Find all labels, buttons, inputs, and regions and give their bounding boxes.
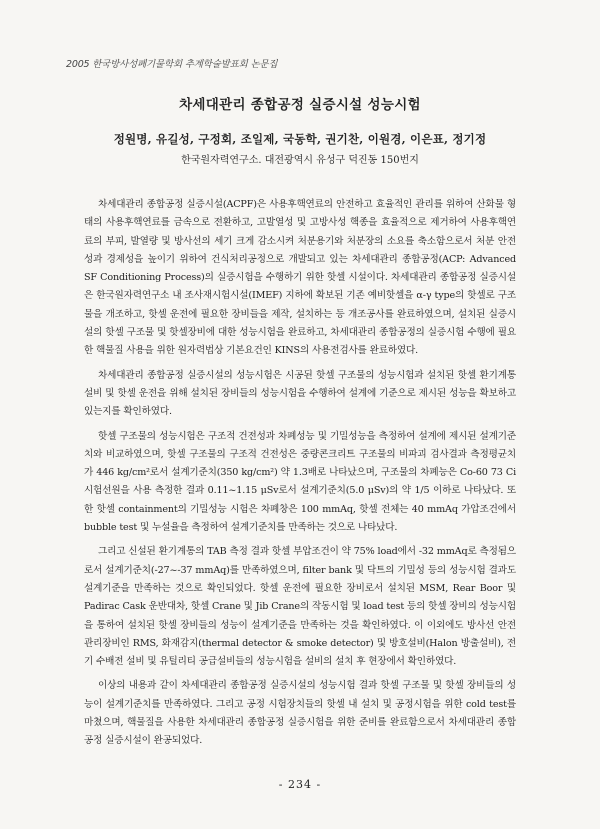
paragraph-3: 핫셀 구조물의 성능시험은 구조적 건전성과 차폐성능 및 기밀성능을 측정하여 설계에 제시된 설계기준치와 비교하였으며, 핫셀 구조물의 구조적 건전성은 중량콘크리트 구조물의 비파괴 검사결과 측정평균치가 446 kg/cm²로서 설계기준치(350 kg/cm²) 약 1.3배로 나타났으며, 구조물의 차폐능은 Co-60 73 Ci 시험선원을 사용 측정한 결과 0.11~1.15 μSv로서 설계기준치(5.0 μSv)의 약 1/5 이하로 나타났다. 또한 핫셀 containment의 기밀성능 시험은 차폐창은 100 mmAq, 핫셀 전체는 40 mmAq 가압조건에서 bubble test 및 누설율을 측정하여 설계기준치를 만족하는 것으로 나타났다. [84, 430, 516, 534]
paragraph-2: 차세대관리 종합공정 실증시설의 성능시험은 시공된 핫셀 구조물의 성능시험과 설치된 핫셀 환기계통설비 및 핫셀 운전을 위해 설치된 장비들의 성능시험을 수행하여 설계에 기준으로 제시된 성능을 확보하고 있는지를 확인하였다. [84, 369, 516, 418]
author-list: 정원명, 유길성, 구정회, 조일제, 국동학, 권기찬, 이원경, 이은표, 정기정 [113, 132, 487, 146]
abstract-body [84, 196, 516, 751]
paragraph-5: 이상의 내용과 같이 차세대관리 종합공정 실증시설의 성능시험 결과 핫셀 구조물 및 핫셀 장비들의 성능이 설계기준치를 만족하였다. 그리고 공정 시험장치들의 핫셀 내 설치 및 공정시험을 위한 cold test를 마쳤으며, 핵물질을 사용한 차세대관리 종합공정 실증시험을 위한 준비를 완료함으로서 차세대관리 종합공정 실증시설이 완공되었다. [84, 680, 516, 747]
affiliation: 한국원자력연구소. 대전광역시 유성구 덕진동 150번지 [181, 155, 419, 166]
page-number: - 234 - [278, 778, 322, 791]
paragraph-1: 차세대관리 종합공정 실증시설(ACPF)은 사용후핵연료의 안전하고 효율적인 관리를 위하여 산화물 형태의 사용후핵연료를 금속으로 전환하고, 고발열성 및 고방사성 핵종을 효율적으로 제거하여 사용후핵연료의 부피, 발열량 및 방사선의 세기 크게 감소시켜 처분용기와 처분장의 소요를 축소함으로서 처분 안전성과 경제성을 높이기 위하여 건식처리공정으로 개발되고 있는 차세대관리 종합공정(ACP: Advanced SF Conditioning Process)의 실증시험을 수행하기 위한 핫셀 시설이다. 차세대관리 종합공정 실증시설은 한국원자력연구소 내 조사재시험시설(IMEF) 지하에 확보된 기존 예비핫셀을 α-γ type의 핫셀로 구조물을 개조하고, 핫셀 운전에 필요한 장비들을 제작, 설치하는 등 개조공사를 완료하였으며, 설치된 실증시설의 핫셀 구조물 및 핫셀장비에 대한 성능시험을 완료하고, 차세대관리 종합공정의 실증시험 수행에 필요한 핵물질 사용을 위한 원자력법상 기본요건인 KINS의 사용전검사를 완료하였다. [84, 199, 516, 357]
paragraph-4: 그리고 신설된 환기계통의 TAB 측정 결과 핫셀 부압조건이 약 75% load에서 -32 mmAq로 측정됨으로서 설계기준치(-27~-37 mmAq)를 만족하였으며, filter bank 및 닥트의 기밀성 등의 성능시험 결과도 설계기준을 만족하는 것으로 확인되었다. 핫셀 운전에 필요한 장비로서 설치된 MSM, Rear Boor 및 Padirac Cask 운반대차, 핫셀 Crane 및 Jib Crane의 작동시험 및 load test 등의 핫셀 장비의 성능시험을 통하여 설치된 핫셀 장비들의 성능이 설계기준을 만족하는 것을 확인하였다. 이 이외에도 방사선 안전관리장비인 RMS, 화재감지(thermal detector & smoke detector) 및 방호설비(Halon 방출설비), 전기 수배전 설비 및 유틸리티 공급설비들의 성능시험을 설비의 설치 후 현장에서 확인하였다. [84, 546, 516, 668]
running-head: 2005 한국방사성폐기물학회 추계학술발표회 논문집 [66, 59, 278, 70]
paper-title: 차세대관리 종합공정 실증시설 성능시험 [179, 97, 421, 113]
